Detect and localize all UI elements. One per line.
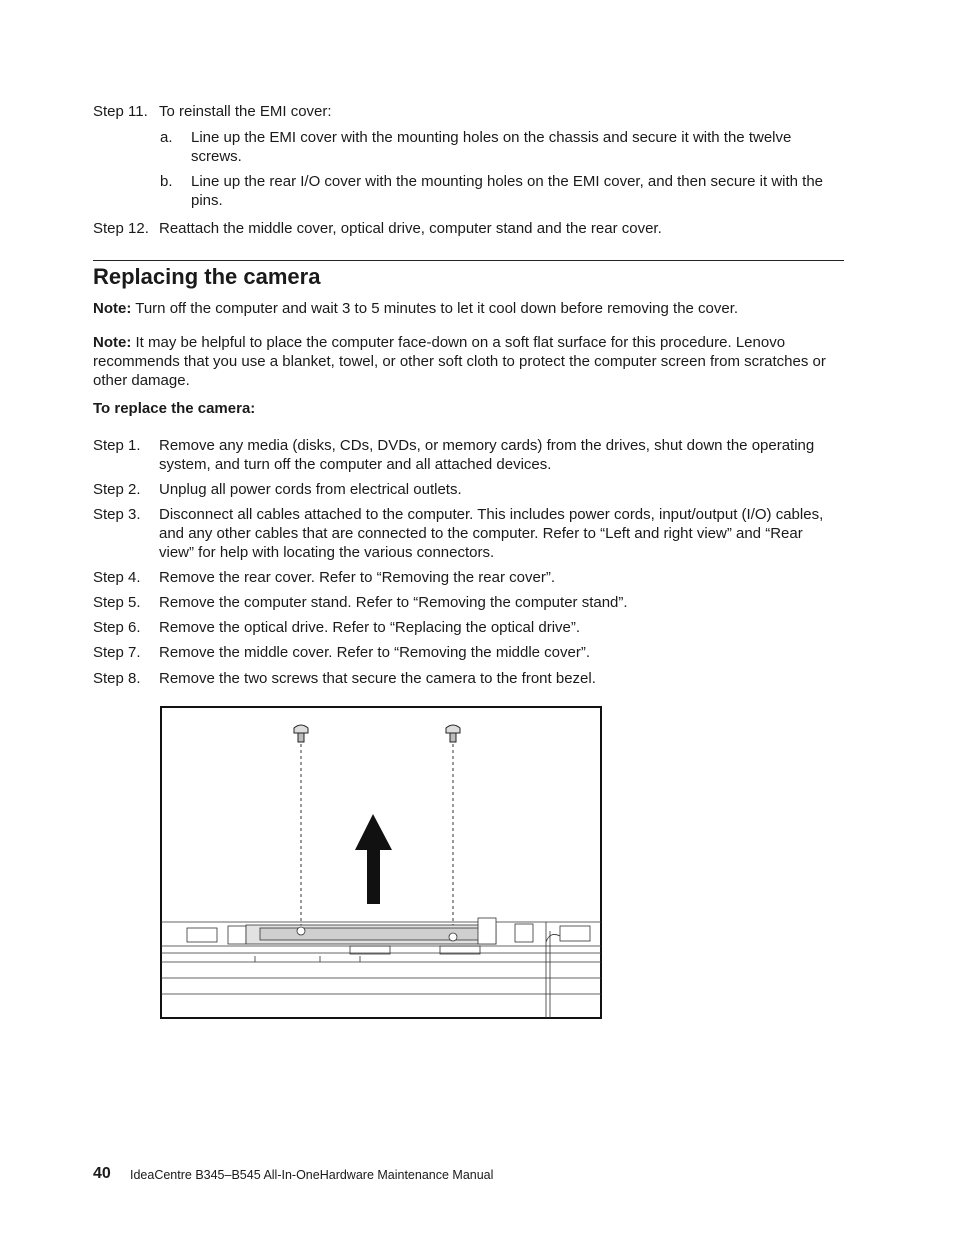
step-6-label: Step 6. <box>93 619 141 636</box>
substep-a-text: Line up the EMI cover with the mounting holes on the chassis and secure it with the twelve screws. <box>191 129 792 165</box>
step-4-text: Remove the rear cover. Refer to “Removing the rear cover”. <box>159 569 555 586</box>
note-2-label: Note: <box>93 334 132 351</box>
step-2-text: Unplug all power cords from electrical outlets. <box>159 481 462 498</box>
section-title: Replacing the camera <box>93 264 321 289</box>
substep-a-label: a. <box>160 129 173 146</box>
step-12-label: Step 12. <box>93 220 149 237</box>
note-1-label: Note: <box>93 300 132 317</box>
step-3-label: Step 3. <box>93 506 141 523</box>
step-2-label: Step 2. <box>93 481 141 498</box>
step-1-label: Step 1. <box>93 437 141 454</box>
step-6-text: Remove the optical drive. Refer to “Replacing the optical drive”. <box>159 619 581 636</box>
step-7-label: Step 7. <box>93 644 141 661</box>
substep-b-text: Line up the rear I/O cover with the mounting holes on the EMI cover, and then secure it with the pins. <box>191 173 824 209</box>
figure-frame <box>161 707 601 1018</box>
section-divider <box>93 260 844 261</box>
step-8-label: Step 8. <box>93 670 141 687</box>
step-7-text: Remove the middle cover. Refer to “Removing the middle cover”. <box>159 644 591 661</box>
note-2 <box>93 333 848 390</box>
note-2-text: It may be helpful to place the computer face-down on a soft flat surface for this procedure. Lenovo recommends that you use a blanket, towel, or other soft cloth to protect the computer screen from scratches or other damage. <box>93 334 826 389</box>
footer-title: IdeaCentre B345–B545 All-In-OneHardware Maintenance Manual <box>130 1168 494 1182</box>
step-3-text: Disconnect all cables attached to the computer. This includes power cords, input/output (I/O) cables, and any other cables that are connected to the computer. Refer to “Left and right view” and “Rear view” for help with locating the various connectors. <box>159 506 824 561</box>
step-5-label: Step 5. <box>93 594 141 611</box>
page-number: 40 <box>93 1165 111 1182</box>
procedure-title: To replace the camera: <box>93 400 256 417</box>
step-12-text: Reattach the middle cover, optical drive, computer stand and the rear cover. <box>159 220 662 237</box>
camera-removal-illustration <box>160 706 602 1019</box>
step-11-text: To reinstall the EMI cover: <box>159 103 332 120</box>
note-1 <box>93 299 848 318</box>
step-11-label: Step 11. <box>93 103 148 120</box>
step-4-label: Step 4. <box>93 569 141 586</box>
step-5-text: Remove the computer stand. Refer to “Removing the computer stand”. <box>159 594 628 611</box>
step-8-text: Remove the two screws that secure the camera to the front bezel. <box>159 670 596 687</box>
note-1-text: Turn off the computer and wait 3 to 5 minutes to let it cool down before removing the cover. <box>135 300 739 317</box>
substep-b-label: b. <box>160 173 173 190</box>
step-1-text: Remove any media (disks, CDs, DVDs, or memory cards) from the drives, shut down the operating system, and turn off the computer and all attached devices. <box>159 437 815 473</box>
